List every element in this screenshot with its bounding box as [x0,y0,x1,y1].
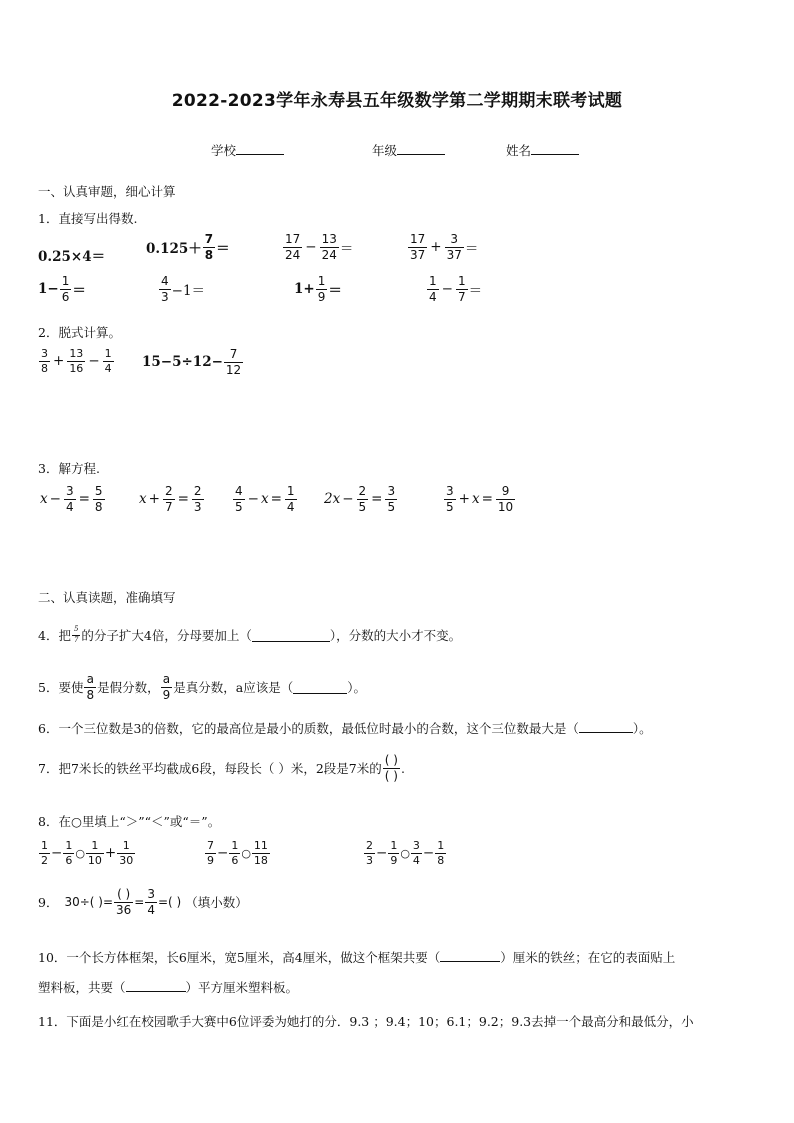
q1-e2-fraction [203,233,215,261]
numerator: 3 [446,484,454,498]
q4-post: 的分子扩大4倍，分母要加上（ [81,628,252,643]
numerator: 1 [286,484,295,498]
fraction-d [117,840,135,866]
fraction-b [229,840,240,866]
q8-compare-3 [363,840,447,866]
denominator: 3 [161,289,169,304]
numerator: 13 [321,232,337,246]
denominator: 24 [285,247,301,262]
fraction-b [388,840,399,866]
q5-post: 是真分数，a应该是（ [173,680,294,696]
q1-e2-pre: 0.125＋ [146,241,202,258]
q2-e2-fraction [224,348,243,376]
numerator: 17 [285,232,301,246]
variable: x [471,491,480,508]
q9-fraction-b [145,888,157,916]
q1-expr-5 [38,275,86,303]
q2-label: 2．脱式计算。 [38,325,121,340]
q3-equation-1 [40,485,106,513]
denominator: 30 [119,853,134,867]
q6-text: 6．一个三位数是3的倍数，它的最高位是最小的质数，最低位时最小的合数，这个三位数最大是（ [38,721,579,736]
page-title: 2022-2023学年永寿县五年级数学第二学期期末联考试题 [171,91,623,111]
q2-expr-1 [38,348,115,374]
denominator: 10 [497,499,514,514]
operator: + [458,491,470,508]
q9-eq: = [134,895,145,910]
denominator: 4 [147,902,155,917]
numerator: 1 [91,839,99,852]
operator-1: − [51,845,63,862]
denominator: 12 [225,362,242,377]
denominator: 7 [73,635,79,644]
denominator: 16 [69,361,84,375]
numerator: 11 [253,839,268,852]
q7-text: 7．把7米长的铁丝平均截成6段，每段长（ ）米，2段是7米的 [38,761,382,777]
q9-fraction-a [114,888,133,916]
variable: 2x [324,491,341,508]
q1-e8-eq: ＝ [468,283,483,300]
numerator: 1 [231,839,239,852]
q1-expr-8 [426,275,482,303]
q6-answer-blank[interactable] [579,720,633,733]
q1-e5-pre: 1− [38,281,59,298]
fraction-b [63,840,74,866]
fraction-b [496,485,515,513]
q2-e1-op1: + [53,353,65,370]
equals: = [481,491,493,508]
section-1-heading: 一、认真审题，细心计算 [38,184,176,199]
q11-text: 11．下面是小红在校园歌手大赛中6位评委为她打的分．9.3 ；9.4；10；6.1；9.2；9.3去掉一个最高分和最低分，小 [38,1014,694,1029]
q4-close: ），分数的大小才不变。 [329,628,462,643]
denominator: 5 [235,499,243,514]
numerator: 3 [147,887,155,901]
denominator: 8 [86,687,95,702]
q10-answer-blank-2[interactable] [126,979,186,992]
denominator: 3 [366,853,373,867]
q5-answer-blank[interactable] [293,681,347,694]
q1-e7-fraction [316,275,328,303]
q10-line-1 [38,948,675,966]
q5-fraction-b [161,673,173,701]
q10-text-1: 10．一个长方体框架，长6厘米，宽5厘米，高4厘米，做这个框架共要（ [38,950,441,965]
q3-equation-5 [443,485,516,513]
q2-e1-op2: − [88,353,100,370]
denominator: 7 [164,499,173,514]
q10-answer-blank-1[interactable] [440,949,500,962]
operator-1: − [217,845,229,862]
denominator: 8 [94,499,103,514]
numerator: 1 [437,839,445,852]
q8-compare-1 [38,840,136,866]
denominator: 6 [231,853,239,867]
numerator: 9 [501,484,510,498]
numerator: 1 [317,274,326,288]
denominator: 3 [193,499,202,514]
q2-e1-fraction-b [67,348,85,374]
compare-circle-icon[interactable]: ○ [75,846,85,860]
q5 [38,673,366,701]
fraction-a [444,485,456,513]
q3-equation-2 [139,485,205,513]
denominator: 37 [410,247,426,262]
q1-e4-eq: ＝ [464,241,479,258]
q4 [38,626,461,644]
fraction-a [233,485,245,513]
q9-post: =( ) [158,895,182,910]
variable: x [40,491,48,508]
operator: − [247,491,259,508]
numerator: 2 [164,484,173,498]
denominator: 9 [390,853,398,867]
q9-label: 9． [38,895,59,911]
q5-pre: 5．要使 [38,680,84,696]
fraction-a [163,485,175,513]
q1-e7-eq: ＝ [328,283,342,300]
q1-e4-op: + [430,239,442,256]
denominator: 6 [61,289,70,304]
q2-e1-fraction-c [103,348,114,374]
fraction-d [435,840,446,866]
operator: + [148,491,160,508]
q8-label: 8．在○里填上“＞”“＜”或“＝”。 [38,814,221,829]
numerator: 2 [366,839,373,852]
numerator: 3 [412,839,420,852]
operator: − [49,491,61,508]
grade-blank [397,142,445,155]
q1-expr-6 [158,275,205,303]
numerator: 17 [410,232,426,246]
q1-e6-fraction [159,275,171,303]
numerator: 1 [41,839,48,852]
q4-fraction [72,626,80,644]
denominator: 5 [446,499,454,514]
q3-equation-3 [232,485,298,513]
name-field [506,141,579,159]
q3-label: 3．解方程. [38,461,100,476]
q10-text-4: ）平方厘米塑料板。 [185,980,299,995]
q6-close: ）。 [632,721,652,736]
q1-e3-fraction-a [283,233,302,261]
denominator: 9 [317,289,326,304]
denominator: 8 [204,247,214,262]
q2-e1-fraction-a [39,348,50,374]
numerator: ( ) [117,887,131,901]
q1-e3-eq: ＝ [339,241,354,258]
operator-1: − [376,845,388,862]
q7-end: . [400,760,405,776]
q2-expr-2 [142,348,244,376]
name-label: 姓名 [506,143,532,158]
q9 [38,888,248,916]
q1-expr-1: 0.25×4＝ [38,249,106,265]
fraction-a [39,840,50,866]
denominator: 37 [446,247,462,262]
q7 [38,754,405,782]
name-blank [531,142,579,155]
fraction-a [205,840,216,866]
q5-fraction-a [84,673,96,701]
numerator: 7 [229,347,238,361]
variable: x [139,491,147,508]
school-label: 学校 [211,143,237,158]
q1-e6-post: −1＝ [171,283,206,300]
q6 [38,719,652,737]
operator-2: + [104,845,117,862]
fraction-b [192,485,204,513]
compare-circle-icon[interactable]: ○ [400,846,410,860]
numerator: 3 [41,347,48,360]
q1-expr-3 [282,233,353,261]
numerator: 2 [358,484,367,498]
q1-e7-pre: 1+ [294,281,315,298]
q10-line-2 [38,978,298,996]
grade-field [372,141,445,159]
numerator: 1 [457,274,466,288]
denominator: 2 [41,853,48,867]
numerator: a [162,672,171,686]
denominator: ( ) [384,768,398,783]
denominator: 18 [253,853,268,867]
q4-pre: 4．把 [38,628,71,643]
numerator: 1 [390,839,398,852]
numerator: 7 [204,232,214,246]
denominator: 8 [437,853,445,867]
q1-e8-fraction-a [427,275,439,303]
denominator: 8 [41,361,48,375]
q10-text-2: ）厘米的铁丝；在它的表面贴上 [500,950,676,965]
q1-e5-fraction [60,275,72,303]
q1-e3-fraction-b [320,233,339,261]
fraction-c [252,840,270,866]
numerator: 7 [207,839,214,852]
fraction-b [93,485,105,513]
numerator: 4 [161,274,169,288]
denominator: 7 [457,289,466,304]
numerator: 13 [69,347,84,360]
q1-e4-fraction-b [445,233,464,261]
denominator: 5 [387,499,396,514]
equals: = [371,491,383,508]
denominator: 4 [104,361,112,375]
q1-label: 1．直接写出得数. [38,211,138,226]
numerator: 3 [450,232,459,246]
denominator: 4 [412,853,420,867]
numerator: 1 [122,839,130,852]
variable: x [260,491,269,508]
q2-e2-pre: 15−5÷12− [142,354,223,371]
fraction-c [411,840,422,866]
section-2-heading: 二、认真读题，准确填写 [38,590,176,605]
equals: = [177,491,189,508]
denominator: 9 [162,687,171,702]
q3-equation-4 [324,485,398,513]
q10-text-3: 塑料板，共要（ [38,980,126,995]
numerator: 5 [94,484,103,498]
fraction-c [86,840,104,866]
q9-note: （填小数） [185,895,248,911]
q7-fraction [383,754,400,782]
equals: = [78,491,90,508]
fraction-a [64,485,76,513]
q9-pre: 30÷( )= [64,895,114,910]
numerator: ( ) [384,753,398,767]
numerator: 4 [235,484,243,498]
numerator: 1 [429,274,437,288]
fraction-b [385,485,397,513]
compare-circle-icon[interactable]: ○ [241,846,251,860]
q1-e8-fraction-b [456,275,468,303]
q1-e4-fraction-a [408,233,427,261]
denominator: 36 [116,902,132,917]
numerator: 3 [65,484,74,498]
numerator: 2 [193,484,202,498]
denominator: 9 [207,853,214,867]
denominator: 4 [286,499,295,514]
equals: = [270,491,282,508]
numerator: 5 [73,625,79,634]
numerator: a [86,672,94,686]
fraction-b [285,485,297,513]
school-blank [236,142,284,155]
numerator: 3 [387,484,396,498]
q1-e3-op: − [305,239,317,256]
q1-expr-7 [294,275,342,303]
denominator: 4 [65,499,74,514]
denominator: 10 [87,853,102,867]
fraction-a [364,840,375,866]
school-field [211,141,284,159]
denominator: 24 [321,247,337,262]
denominator: 5 [358,499,367,514]
q1-e5-eq: ＝ [72,283,86,300]
numerator: 1 [104,347,112,360]
denominator: 4 [429,289,437,304]
q1-expr-2 [146,233,230,261]
denominator: 6 [65,853,73,867]
q1-e8-op: − [441,281,453,298]
fraction-a [357,485,369,513]
q5-close: ）。 [347,680,366,696]
numerator: 1 [61,274,70,288]
grade-label: 年级 [372,143,398,158]
q8-compare-2 [204,840,271,866]
operator: − [342,491,354,508]
q4-answer-blank[interactable] [252,629,330,642]
q1-expr-4 [407,233,478,261]
numerator: 1 [65,839,73,852]
q5-mid: 是假分数， [97,680,160,696]
operator-2: − [422,845,435,862]
q1-e2-eq: ＝ [216,241,230,258]
